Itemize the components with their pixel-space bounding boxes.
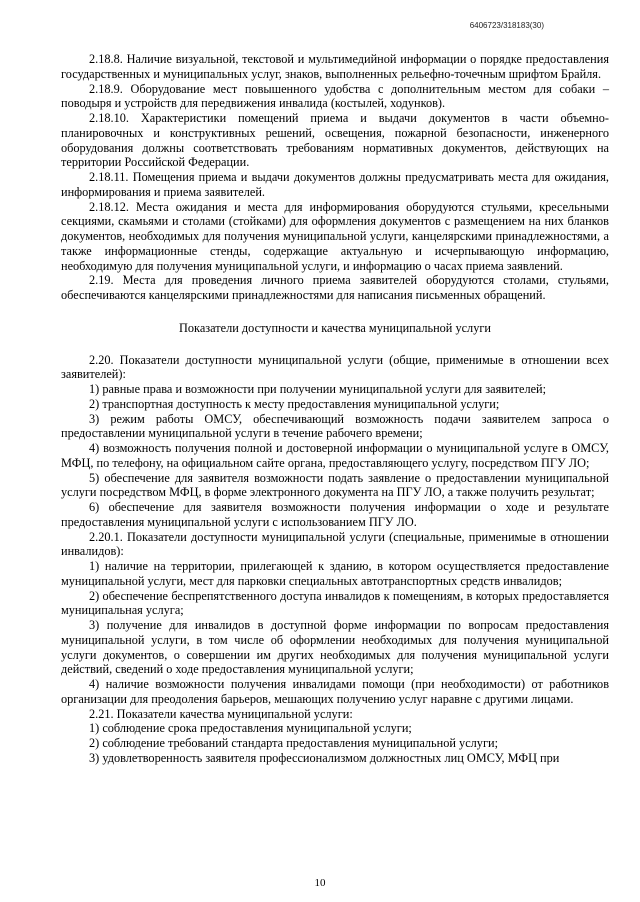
paragraph-2-18-10: 2.18.10. Характеристики помещений приема и выдачи документов в части объемно-планировочных и конструктивных решений, освещения, пожарной безопасности, инженерного оборудования должны соответствовать требованиям нормативных документов, действующих на территории Российской Федерации. bbox=[61, 111, 609, 170]
list-item: 3) получение для инвалидов в доступной форме информации по вопросам предоставления муниципальной услуги, в том числе об оформлении необходимых для получения муниципальной услуги документов, о совершении им других необходимых для получения муниципальной услуги действий, сведений о ходе предоставления муниципальной услуги; bbox=[61, 618, 609, 677]
list-item: 2) транспортная доступность к месту предоставления муниципальной услуги; bbox=[89, 396, 500, 411]
document-id: 6406723/318183(30) bbox=[469, 21, 544, 30]
paragraph-2-19: 2.19. Места для проведения личного приема заявителей оборудуются столами, стульями, обеспечиваются канцелярскими принадлежностями для написания письменных обращений. bbox=[61, 273, 609, 302]
paragraph-2-18-12: 2.18.12. Места ожидания и места для информирования оборудуются стульями, кресельными секциями, скамьями и столами (стойками) для оформления документов с размещением на них бланков документов, необходимых для получения муниципальной услуги, канцелярскими принадлежностями, а также информационные стенды, содержащие актуальную и исчерпывающую информацию, необходимую для получения муниципальной услуги, и информацию о часах приема заявлений. bbox=[61, 199, 609, 273]
list-item: 3) режим работы ОМСУ, обеспечивающий возможность подачи заявителем запроса о предоставлении муниципальной услуги в течение рабочего времени; bbox=[61, 411, 609, 441]
paragraph-2-18-8: 2.18.8. Наличие визуальной, текстовой и мультимедийной информации о порядке предоставления государственных и муниципальных услуг, знаков, выполненных рельефно-точечным шрифтом Брайля. bbox=[61, 52, 609, 81]
list-item: 2) соблюдение требований стандарта предоставления муниципальной услуги; bbox=[89, 736, 498, 750]
list-item: 4) возможность получения полной и достоверной информации о муниципальной услуге в ОМСУ, МФЦ, по телефону, на официальном сайте органа, предоставляющего услугу, посредством ПГУ ЛО; bbox=[61, 441, 609, 470]
paragraph-2-20: 2.20. Показатели доступности муниципальной услуги (общие, применимые в отношении всех заявителей): bbox=[61, 352, 609, 382]
list-item: 6) обеспечение для заявителя возможности получения информации о ходе и результате предоставления муниципальной услуги с использованием ПГУ ЛО. bbox=[61, 500, 609, 529]
list-item: 1) соблюдение срока предоставления муниципальной услуги; bbox=[89, 721, 412, 736]
page-number: 10 bbox=[314, 877, 326, 889]
paragraph-2-20-1: 2.20.1. Показатели доступности муниципальной услуги (специальные, применимые в отношении инвалидов): bbox=[61, 529, 609, 559]
list-item: 2) обеспечение беспрепятственного доступа инвалидов к помещениям, в которых предоставляется муниципальная услуга; bbox=[61, 588, 609, 618]
paragraph-2-18-11: 2.18.11. Помещения приема и выдачи документов должны предусматривать места для ожидания, информирования и приема заявителей. bbox=[61, 170, 609, 199]
list-item: 1) равные права и возможности при получении муниципальной услуги для заявителей; bbox=[89, 382, 547, 396]
paragraph-2-21: 2.21. Показатели качества муниципальной услуги: bbox=[89, 706, 353, 721]
section-heading: Показатели доступности и качества муниципальной услуги bbox=[179, 320, 491, 335]
list-item: 5) обеспечение для заявителя возможности подать заявление о предоставлении муниципальной услуги посредством МФЦ, в форме электронного документа на ПГУ ЛО, а также получить результат; bbox=[61, 470, 609, 500]
list-item: 4) наличие возможности получения инвалидами помощи (при необходимости) от работников организации для преодоления барьеров, мешающих получению услуг наравне с другими лицами. bbox=[61, 677, 609, 706]
list-item: 3) удовлетворенность заявителя профессионализмом должностных лиц ОМСУ, МФЦ при bbox=[89, 750, 560, 765]
list-item: 1) наличие на территории, прилегающей к зданию, в котором осуществляется предоставление муниципальной услуги, мест для парковки специальных автотранспортных средств инвалидов; bbox=[61, 559, 609, 588]
paragraph-2-18-9: 2.18.9. Оборудование мест повышенного удобства с дополнительным местом для собаки – поводыря и устройств для передвижения инвалида (костылей, ходунков). bbox=[61, 81, 609, 111]
document-body bbox=[61, 52, 609, 766]
